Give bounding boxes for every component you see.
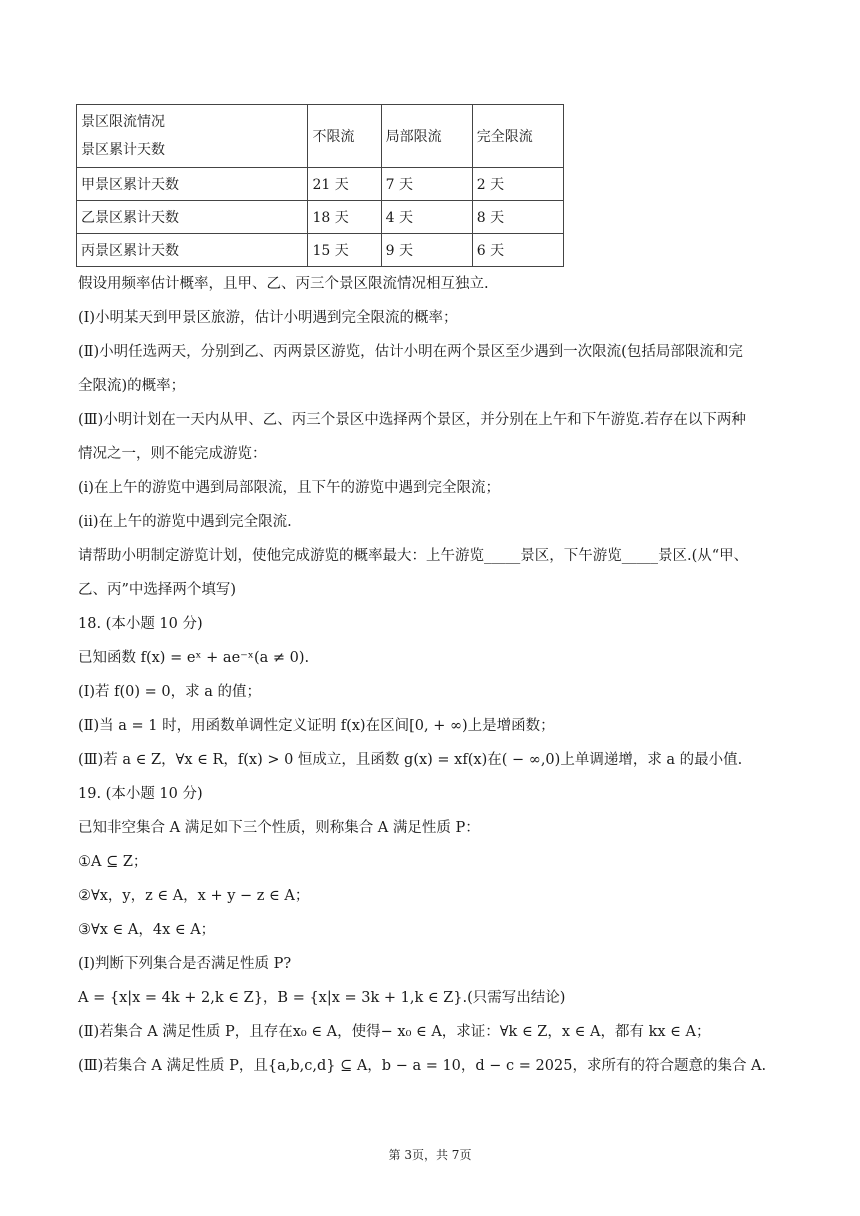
table-header-row bbox=[77, 105, 564, 168]
table-cell: 2 天 bbox=[472, 168, 563, 201]
table-row bbox=[77, 201, 564, 234]
table-cell: 21 天 bbox=[308, 168, 381, 201]
text-line: (i)在上午的游览中遇到局部限流，且下午的游览中遇到完全限流； bbox=[78, 480, 500, 496]
text-line: (Ⅲ)小明计划在一天内从甲、乙、丙三个景区中选择两个景区，并分别在上午和下午游览.若存在以下两种 bbox=[78, 412, 746, 428]
text-line: ③∀x ∈ A，4x ∈ A； bbox=[78, 922, 216, 938]
text-line: (Ⅰ)小明某天到甲景区旅游，估计小明遇到完全限流的概率； bbox=[78, 310, 458, 326]
text-line: ①A ⊆ Z； bbox=[78, 854, 148, 870]
question-heading-18: 18. (本小题 10 分) bbox=[78, 616, 203, 632]
text-line: A = {x|x = 4k + 2,k ∈ Z}，B = {x|x = 3k + 1,k ∈ Z}.(只需写出结论) bbox=[78, 990, 566, 1006]
text-line: (Ⅱ)若集合 A 满足性质 P，且存在x₀ ∈ A，使得− x₀ ∈ A，求证：∀k ∈ Z，x ∈ A，都有 kx ∈ A； bbox=[78, 1024, 711, 1040]
question-heading-19: 19. (本小题 10 分) bbox=[78, 786, 203, 802]
table-cell: 15 天 bbox=[308, 234, 381, 267]
text-line: 已知非空集合 A 满足如下三个性质，则称集合 A 满足性质 P： bbox=[78, 820, 480, 836]
header-no-limit: 不限流 bbox=[308, 105, 381, 168]
table-row bbox=[77, 168, 564, 201]
corner-top-label: 景区限流情况 bbox=[81, 114, 165, 130]
text-line: 情况之一，则不能完成游览： bbox=[78, 446, 267, 462]
text-line: (Ⅰ)判断下列集合是否满足性质 P? bbox=[78, 956, 292, 972]
scenic-limit-table bbox=[76, 104, 564, 267]
table-corner-cell bbox=[77, 105, 308, 168]
table-cell: 7 天 bbox=[381, 168, 472, 201]
text-line: (Ⅱ)小明任选两天，分别到乙、丙两景区游览，估计小明在两个景区至少遇到一次限流(包括局部限流和完 bbox=[78, 344, 743, 360]
table-cell: 9 天 bbox=[381, 234, 472, 267]
text-line: (Ⅱ)当 a = 1 时，用函数单调性定义证明 f(x)在区间[0, + ∞)上是增函数； bbox=[78, 718, 555, 734]
text-line: ②∀x，y，z ∈ A，x + y − z ∈ A； bbox=[78, 888, 310, 904]
table-cell: 8 天 bbox=[472, 201, 563, 234]
row-label: 丙景区累计天数 bbox=[77, 234, 308, 267]
text-line: (Ⅲ)若 a ∈ Z，∀x ∈ R，f(x) > 0 恒成立，且函数 g(x) = xf(x)在( − ∞,0)上单调递增，求 a 的最小值. bbox=[78, 752, 743, 768]
text-line: (Ⅰ)若 f(0) = 0，求 a 的值； bbox=[78, 684, 262, 700]
header-full-limit: 完全限流 bbox=[472, 105, 563, 168]
text-line: 全限流)的概率； bbox=[78, 378, 186, 394]
text-line: 请帮助小明制定游览计划，使他完成游览的概率最大：上午游览_____景区，下午游览_____景区.(从“甲、 bbox=[78, 548, 749, 564]
corner-bottom-label: 景区累计天数 bbox=[81, 142, 165, 158]
text-line: 假设用频率估计概率，且甲、乙、丙三个景区限流情况相互独立. bbox=[78, 276, 489, 292]
row-label: 乙景区累计天数 bbox=[77, 201, 308, 234]
table-row bbox=[77, 234, 564, 267]
text-line: (Ⅲ)若集合 A 满足性质 P，且{a,b,c,d} ⊆ A，b − a = 10，d − c = 2025，求所有的符合题意的集合 A. bbox=[78, 1058, 767, 1074]
text-line: 已知函数 f(x) = eˣ + ae⁻ˣ(a ≠ 0). bbox=[78, 650, 310, 666]
text-line: (ii)在上午的游览中遇到完全限流. bbox=[78, 514, 292, 530]
table-cell: 6 天 bbox=[472, 234, 563, 267]
header-partial-limit: 局部限流 bbox=[381, 105, 472, 168]
table-cell: 18 天 bbox=[308, 201, 381, 234]
page-footer: 第 3页，共 7页 bbox=[388, 1148, 472, 1162]
row-label: 甲景区累计天数 bbox=[77, 168, 308, 201]
text-line: 乙、丙”中选择两个填写) bbox=[78, 582, 237, 598]
table-cell: 4 天 bbox=[381, 201, 472, 234]
